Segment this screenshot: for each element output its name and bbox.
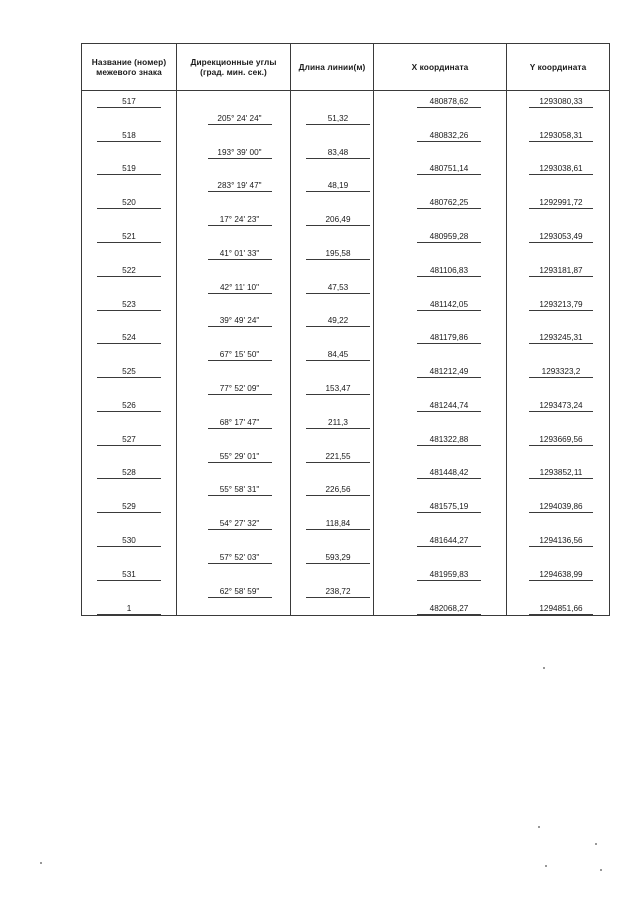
empty-cell — [374, 311, 507, 328]
y-coordinate: 1293473,24 — [529, 401, 593, 412]
segment-row — [82, 513, 610, 530]
point-row — [82, 327, 610, 344]
x-coordinate: 481575,19 — [417, 502, 481, 513]
empty-cell — [374, 344, 507, 361]
y-coordinate: 1293669,56 — [529, 435, 593, 446]
line-length: 118,84 — [306, 519, 370, 530]
segment-row — [82, 311, 610, 328]
point-name: 523 — [97, 300, 161, 311]
point-row — [82, 429, 610, 446]
x-coordinate: 481322,88 — [417, 435, 481, 446]
empty-cell — [177, 91, 291, 108]
empty-cell — [374, 277, 507, 294]
segment-row — [82, 108, 610, 125]
empty-cell — [291, 91, 374, 108]
empty-cell — [291, 496, 374, 513]
segment-row — [82, 344, 610, 361]
direction-angle: 193° 39' 00" — [208, 148, 272, 159]
scan-speck — [538, 826, 540, 828]
empty-cell — [177, 294, 291, 311]
empty-cell — [82, 209, 177, 226]
y-coordinate: 1294039,86 — [529, 502, 593, 513]
point-name: 525 — [97, 367, 161, 378]
empty-cell — [177, 429, 291, 446]
empty-cell — [507, 378, 610, 395]
line-length: 47,53 — [306, 283, 370, 294]
line-length: 593,29 — [306, 553, 370, 564]
segment-row — [82, 581, 610, 598]
empty-cell — [82, 311, 177, 328]
empty-cell — [291, 226, 374, 243]
empty-cell — [177, 327, 291, 344]
segment-row — [82, 412, 610, 429]
direction-angle: 42° 11' 10" — [208, 283, 272, 294]
empty-cell — [291, 395, 374, 412]
empty-cell — [507, 547, 610, 564]
empty-cell — [177, 125, 291, 142]
empty-cell — [291, 192, 374, 209]
scan-speck — [545, 865, 547, 867]
boundary-coordinates-table — [81, 43, 610, 616]
empty-cell — [291, 294, 374, 311]
empty-cell — [82, 547, 177, 564]
y-coordinate: 1293058,31 — [529, 131, 593, 142]
empty-cell — [177, 260, 291, 277]
x-coordinate: 481106,83 — [417, 266, 481, 277]
point-row — [82, 395, 610, 412]
empty-cell — [374, 108, 507, 125]
y-coordinate: 1294136,56 — [529, 536, 593, 547]
scan-speck — [40, 862, 42, 864]
point-row — [82, 564, 610, 581]
x-coordinate: 481244,74 — [417, 401, 481, 412]
direction-angle: 17° 24' 23" — [208, 215, 272, 226]
y-coordinate: 1292991,72 — [529, 198, 593, 209]
point-name: 520 — [97, 198, 161, 209]
x-coordinate: 482068,27 — [417, 604, 481, 615]
empty-cell — [374, 412, 507, 429]
x-coordinate: 480762,25 — [417, 198, 481, 209]
empty-cell — [82, 243, 177, 260]
segment-row — [82, 547, 610, 564]
empty-cell — [374, 547, 507, 564]
empty-cell — [507, 175, 610, 192]
point-row — [82, 125, 610, 142]
point-name: 517 — [97, 97, 161, 108]
segment-row — [82, 142, 610, 159]
direction-angle: 283° 19' 47" — [208, 181, 272, 192]
empty-cell — [82, 277, 177, 294]
empty-cell — [507, 142, 610, 159]
x-coordinate: 481179,86 — [417, 333, 481, 344]
direction-angle: 62° 58' 59" — [208, 587, 272, 598]
empty-cell — [374, 243, 507, 260]
direction-angle: 77° 52' 09" — [208, 384, 272, 395]
empty-cell — [507, 243, 610, 260]
segment-row — [82, 243, 610, 260]
y-coordinate: 1293213,79 — [529, 300, 593, 311]
empty-cell — [291, 327, 374, 344]
empty-cell — [177, 598, 291, 615]
empty-cell — [177, 395, 291, 412]
line-length: 206,49 — [306, 215, 370, 226]
empty-cell — [177, 226, 291, 243]
header-name: Название (номер) межевого знака — [82, 44, 177, 91]
point-name: 527 — [97, 435, 161, 446]
segment-row — [82, 175, 610, 192]
line-length: 221,55 — [306, 452, 370, 463]
direction-angle: 41° 01' 33" — [208, 249, 272, 260]
point-name: 526 — [97, 401, 161, 412]
empty-cell — [177, 530, 291, 547]
point-row — [82, 530, 610, 547]
empty-cell — [291, 159, 374, 176]
segment-row — [82, 446, 610, 463]
point-name: 521 — [97, 232, 161, 243]
empty-cell — [507, 581, 610, 598]
x-coordinate: 481959,83 — [417, 570, 481, 581]
point-row — [82, 91, 610, 108]
y-coordinate: 1294638,99 — [529, 570, 593, 581]
empty-cell — [507, 311, 610, 328]
x-coordinate: 480878,62 — [417, 97, 481, 108]
empty-cell — [374, 513, 507, 530]
header-x: X координата — [374, 44, 507, 91]
point-row — [82, 361, 610, 378]
empty-cell — [507, 344, 610, 361]
empty-cell — [177, 361, 291, 378]
empty-cell — [507, 209, 610, 226]
header-length: Длина линии(м) — [291, 44, 374, 91]
scan-speck — [595, 843, 597, 845]
x-coordinate: 481142,05 — [417, 300, 481, 311]
point-row — [82, 159, 610, 176]
empty-cell — [82, 344, 177, 361]
empty-cell — [507, 513, 610, 530]
point-name: 530 — [97, 536, 161, 547]
empty-cell — [507, 108, 610, 125]
y-coordinate: 1293245,31 — [529, 333, 593, 344]
line-length: 153,47 — [306, 384, 370, 395]
empty-cell — [291, 463, 374, 480]
point-name: 518 — [97, 131, 161, 142]
point-row — [82, 226, 610, 243]
y-coordinate: 1293852,11 — [529, 468, 593, 479]
point-row — [82, 598, 610, 615]
point-name: 531 — [97, 570, 161, 581]
empty-cell — [374, 209, 507, 226]
y-coordinate: 1294851,66 — [529, 604, 593, 615]
direction-angle: 54° 27' 32" — [208, 519, 272, 530]
empty-cell — [82, 446, 177, 463]
empty-cell — [82, 108, 177, 125]
empty-cell — [82, 479, 177, 496]
line-length: 48,19 — [306, 181, 370, 192]
empty-cell — [291, 125, 374, 142]
empty-cell — [82, 175, 177, 192]
x-coordinate: 480751,14 — [417, 164, 481, 175]
direction-angle: 205° 24' 24" — [208, 114, 272, 125]
line-length: 195,58 — [306, 249, 370, 260]
empty-cell — [374, 142, 507, 159]
x-coordinate: 481448,42 — [417, 468, 481, 479]
empty-cell — [82, 412, 177, 429]
empty-cell — [82, 142, 177, 159]
empty-cell — [177, 496, 291, 513]
empty-cell — [291, 429, 374, 446]
segment-row — [82, 277, 610, 294]
point-name: 524 — [97, 333, 161, 344]
header-angle: Дирекционные углы (град. мин. сек.) — [177, 44, 291, 91]
empty-cell — [291, 361, 374, 378]
empty-cell — [507, 479, 610, 496]
empty-cell — [291, 564, 374, 581]
empty-cell — [374, 446, 507, 463]
point-name: 528 — [97, 468, 161, 479]
empty-cell — [374, 581, 507, 598]
point-row — [82, 260, 610, 277]
line-length: 83,48 — [306, 148, 370, 159]
x-coordinate: 481212,49 — [417, 367, 481, 378]
line-length: 84,45 — [306, 350, 370, 361]
point-row — [82, 463, 610, 480]
header-y: Y координата — [507, 44, 610, 91]
point-row — [82, 294, 610, 311]
point-name: 519 — [97, 164, 161, 175]
y-coordinate: 1293038,61 — [529, 164, 593, 175]
point-row — [82, 496, 610, 513]
y-coordinate: 1293053,49 — [529, 232, 593, 243]
empty-cell — [177, 159, 291, 176]
empty-cell — [291, 598, 374, 615]
header-row — [82, 44, 610, 91]
x-coordinate: 481644,27 — [417, 536, 481, 547]
direction-angle: 67° 15' 50" — [208, 350, 272, 361]
line-length: 226,56 — [306, 485, 370, 496]
direction-angle: 55° 29' 01" — [208, 452, 272, 463]
table-body — [82, 91, 610, 616]
empty-cell — [177, 463, 291, 480]
point-name: 529 — [97, 502, 161, 513]
empty-cell — [82, 513, 177, 530]
direction-angle: 57° 52' 03" — [208, 553, 272, 564]
empty-cell — [82, 581, 177, 598]
x-coordinate: 480959,28 — [417, 232, 481, 243]
empty-cell — [374, 175, 507, 192]
line-length: 51,32 — [306, 114, 370, 125]
empty-cell — [507, 412, 610, 429]
x-coordinate: 480832,26 — [417, 131, 481, 142]
empty-cell — [291, 530, 374, 547]
empty-cell — [291, 260, 374, 277]
line-length: 211,3 — [306, 418, 370, 429]
scan-speck — [600, 869, 602, 871]
point-name: 522 — [97, 266, 161, 277]
segment-row — [82, 209, 610, 226]
direction-angle: 39° 49' 24" — [208, 316, 272, 327]
scan-speck — [543, 667, 545, 669]
empty-cell — [82, 378, 177, 395]
empty-cell — [177, 192, 291, 209]
empty-cell — [374, 479, 507, 496]
empty-cell — [374, 378, 507, 395]
empty-cell — [507, 446, 610, 463]
line-length: 49,22 — [306, 316, 370, 327]
segment-row — [82, 479, 610, 496]
empty-cell — [507, 277, 610, 294]
y-coordinate: 1293181,87 — [529, 266, 593, 277]
line-length: 238,72 — [306, 587, 370, 598]
point-row — [82, 192, 610, 209]
y-coordinate: 1293323,2 — [529, 367, 593, 378]
point-name: 1 — [97, 604, 161, 615]
segment-row — [82, 378, 610, 395]
empty-cell — [177, 564, 291, 581]
direction-angle: 68° 17' 47" — [208, 418, 272, 429]
y-coordinate: 1293080,33 — [529, 97, 593, 108]
direction-angle: 55° 58' 31" — [208, 485, 272, 496]
